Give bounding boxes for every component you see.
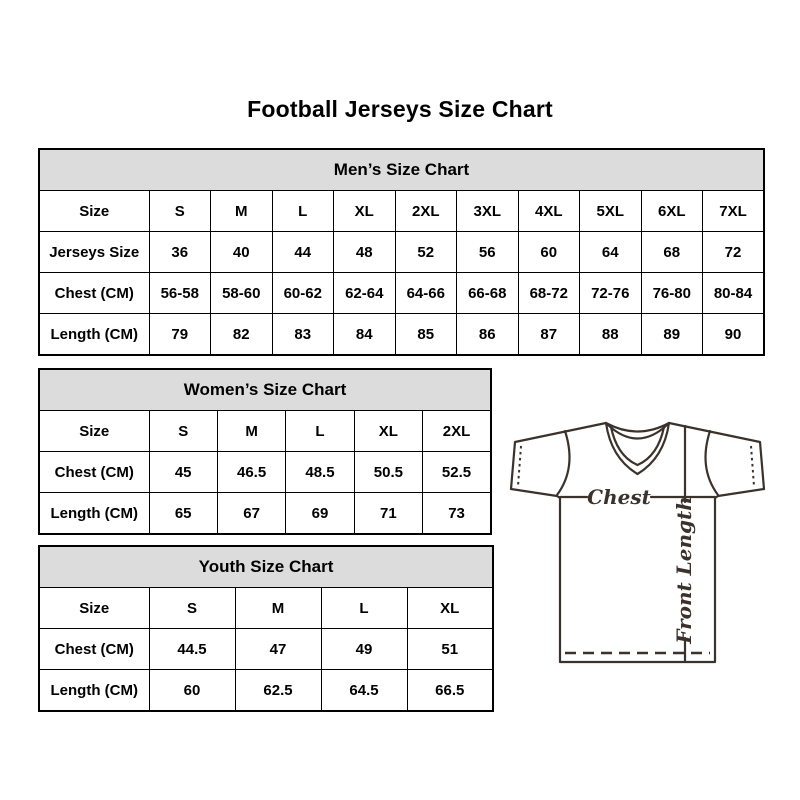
- size-cell: L: [321, 588, 407, 629]
- table-row: [39, 493, 491, 535]
- row-label: Chest (CM): [39, 273, 149, 314]
- size-cell: 89: [641, 314, 703, 356]
- size-cell: 88: [580, 314, 642, 356]
- row-label: Jerseys Size: [39, 232, 149, 273]
- jersey-measurement-diagram: [505, 412, 767, 664]
- size-cell: 46.5: [217, 452, 285, 493]
- page-title: Football Jerseys Size Chart: [247, 96, 553, 122]
- size-cell: 90: [703, 314, 765, 356]
- size-cell: 72: [703, 232, 765, 273]
- row-label: Length (CM): [39, 670, 149, 712]
- row-label: Chest (CM): [39, 629, 149, 670]
- size-cell: 36: [149, 232, 211, 273]
- size-cell: 72-76: [580, 273, 642, 314]
- size-cell: XL: [334, 191, 396, 232]
- row-label: Size: [39, 191, 149, 232]
- size-cell: 82: [211, 314, 273, 356]
- size-cell: 45: [149, 452, 217, 493]
- size-cell: 50.5: [354, 452, 422, 493]
- size-cell: 86: [457, 314, 519, 356]
- size-cell: XL: [354, 411, 422, 452]
- table-title: Men’s Size Chart: [39, 149, 764, 191]
- size-cell: 52.5: [423, 452, 491, 493]
- size-cell: 60: [149, 670, 235, 712]
- size-cell: 2XL: [395, 191, 457, 232]
- size-cell: 85: [395, 314, 457, 356]
- size-cell: 47: [235, 629, 321, 670]
- size-cell: 65: [149, 493, 217, 535]
- size-cell: 48.5: [286, 452, 354, 493]
- size-cell: S: [149, 191, 211, 232]
- size-cell: 4XL: [518, 191, 580, 232]
- table-row: [39, 588, 493, 629]
- size-cell: 7XL: [703, 191, 765, 232]
- size-cell: 79: [149, 314, 211, 356]
- size-cell: 60: [518, 232, 580, 273]
- size-cell: 51: [407, 629, 493, 670]
- youth-size-table: [38, 545, 494, 712]
- size-cell: 73: [423, 493, 491, 535]
- size-cell: 64-66: [395, 273, 457, 314]
- size-cell: L: [272, 191, 334, 232]
- size-cell: S: [149, 411, 217, 452]
- mens-size-table: [38, 148, 765, 356]
- table-row: [39, 273, 764, 314]
- size-cell: 48: [334, 232, 396, 273]
- size-cell: 84: [334, 314, 396, 356]
- table-row: [39, 191, 764, 232]
- table-title: Youth Size Chart: [39, 546, 493, 588]
- size-cell: 69: [286, 493, 354, 535]
- table-row: [39, 452, 491, 493]
- size-cell: 2XL: [423, 411, 491, 452]
- row-label: Chest (CM): [39, 452, 149, 493]
- size-cell: 66-68: [457, 273, 519, 314]
- size-cell: 56-58: [149, 273, 211, 314]
- size-cell: 49: [321, 629, 407, 670]
- table-title: Women’s Size Chart: [39, 369, 491, 411]
- size-cell: 71: [354, 493, 422, 535]
- size-cell: 68-72: [518, 273, 580, 314]
- chest-label: Chest: [587, 485, 651, 509]
- size-cell: 6XL: [641, 191, 703, 232]
- row-label: Length (CM): [39, 493, 149, 535]
- size-cell: M: [235, 588, 321, 629]
- size-cell: 64: [580, 232, 642, 273]
- size-cell: M: [217, 411, 285, 452]
- size-cell: 52: [395, 232, 457, 273]
- size-cell: 80-84: [703, 273, 765, 314]
- size-cell: 64.5: [321, 670, 407, 712]
- table-row: [39, 670, 493, 712]
- size-cell: M: [211, 191, 273, 232]
- size-cell: 62.5: [235, 670, 321, 712]
- size-cell: 67: [217, 493, 285, 535]
- size-cell: 56: [457, 232, 519, 273]
- row-label: Length (CM): [39, 314, 149, 356]
- jersey-outline: [511, 423, 764, 662]
- size-cell: 44: [272, 232, 334, 273]
- size-cell: XL: [407, 588, 493, 629]
- table-row: [39, 629, 493, 670]
- size-cell: 44.5: [149, 629, 235, 670]
- size-cell: 68: [641, 232, 703, 273]
- table-row: [39, 314, 764, 356]
- size-cell: S: [149, 588, 235, 629]
- table-row: [39, 411, 491, 452]
- table-row: [39, 232, 764, 273]
- row-label: Size: [39, 411, 149, 452]
- size-cell: 3XL: [457, 191, 519, 232]
- size-cell: 87: [518, 314, 580, 356]
- row-label: Size: [39, 588, 149, 629]
- front-length-label: Front Length: [672, 496, 696, 644]
- size-cell: 40: [211, 232, 273, 273]
- size-cell: L: [286, 411, 354, 452]
- size-cell: 5XL: [580, 191, 642, 232]
- size-cell: 60-62: [272, 273, 334, 314]
- womens-size-table: [38, 368, 492, 535]
- size-cell: 62-64: [334, 273, 396, 314]
- size-cell: 66.5: [407, 670, 493, 712]
- size-cell: 76-80: [641, 273, 703, 314]
- size-cell: 83: [272, 314, 334, 356]
- size-cell: 58-60: [211, 273, 273, 314]
